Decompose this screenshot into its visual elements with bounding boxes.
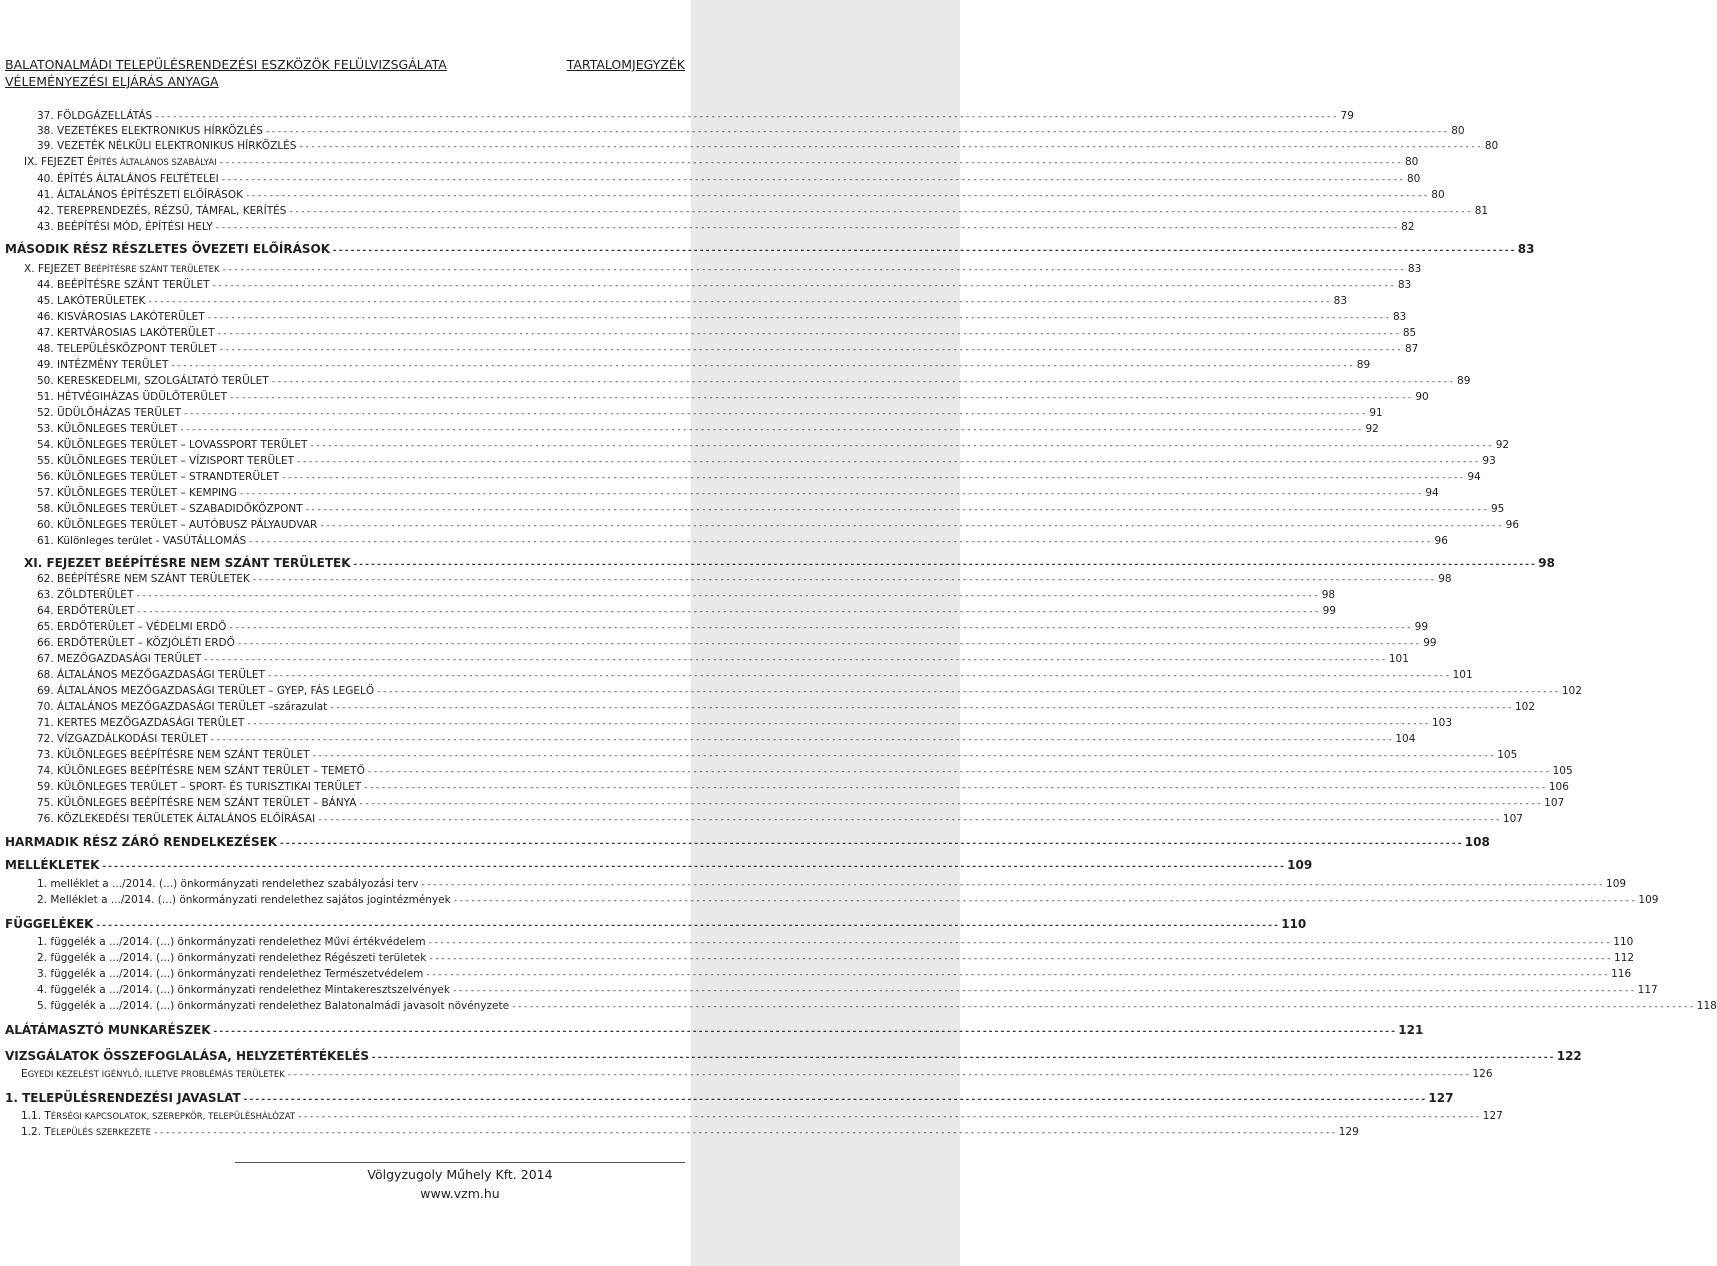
toc-entry-label-smallcaps: ELEPÜLÉS SZERKEZETE bbox=[50, 1128, 152, 1138]
toc-page-number: 82 bbox=[1401, 221, 1415, 233]
toc-entry[interactable] bbox=[5, 139, 1499, 153]
toc-dot-leader: -------------------------------------------------------------------------------------------------------------------------------------------------------------------------------------------------------- bbox=[154, 112, 1338, 122]
toc-entry-label: 4. függelék a .../2014. (...) önkormányzati rendelethez Mintakeresztszelvények bbox=[37, 984, 450, 996]
toc-page-number: 109 bbox=[1638, 894, 1659, 906]
toc-dot-leader: -------------------------------------------------------------------------------------------------------------------------------------------------------------------------------------------------------- bbox=[511, 1002, 1695, 1012]
toc-dot-leader: -------------------------------------------------------------------------------------------------------------------------------------------------------------------------------------------------------- bbox=[311, 751, 1496, 761]
toc-page-number: 99 bbox=[1322, 605, 1336, 617]
toc-dot-leader: -------------------------------------------------------------------------------------------------------------------------------------------------------------------------------------------------------- bbox=[244, 191, 1429, 201]
toc-entry-label: 56. KÜLÖNLEGES TERÜLET – STRANDTERÜLET bbox=[37, 471, 280, 483]
toc-dot-leader: -------------------------------------------------------------------------------------------------------------------------------------------------------------------------------------------------------- bbox=[264, 127, 1449, 137]
toc-entry-label: 66. ERDŐTERÜLET – KÖZJÓLÉTI ERDŐ bbox=[37, 637, 235, 649]
toc-entry[interactable] bbox=[5, 620, 1429, 634]
toc-entry-label: 2. Melléklet a .../2014. (...) önkormányzati rendelethez sajátos jogintézmények bbox=[37, 894, 451, 906]
toc-entry[interactable] bbox=[5, 999, 1717, 1013]
toc-entry-label: 67. MEZŐGAZDASÁGI TERÜLET bbox=[37, 653, 202, 665]
toc-dot-leader: -------------------------------------------------------------------------------------------------------------------------------------------------------------------------------------------------------- bbox=[366, 767, 1551, 777]
toc-entry-label: 38. VEZETÉKES ELEKTRONIKUS HÍRKÖZLÉS bbox=[37, 125, 263, 137]
toc-entry-label bbox=[5, 1125, 151, 1140]
toc-entry-label: 62. BEÉPÍTÉSRE NEM SZÁNT TERÜLETEK bbox=[37, 573, 250, 585]
toc-entry-label: 76. KÖZLEKEDÉSI TERÜLETEK ÁLTALÁNOS ELŐÍRÁSAI bbox=[37, 813, 316, 825]
footer-company: Völgyzugoly Műhely Kft. 2014 bbox=[367, 1167, 553, 1182]
toc-dot-leader: -------------------------------------------------------------------------------------------------------------------------------------------------------------------------------------------------------- bbox=[304, 505, 1489, 515]
toc-entry-label-main: IX. FEJEZET É bbox=[24, 156, 94, 168]
toc-entry[interactable] bbox=[5, 326, 1417, 340]
toc-entry[interactable] bbox=[5, 278, 1412, 292]
toc-entry[interactable] bbox=[5, 652, 1409, 666]
toc-dot-leader: -------------------------------------------------------------------------------------------------------------------------------------------------------------------------------------------------------- bbox=[420, 880, 1605, 890]
toc-entry[interactable] bbox=[5, 935, 1634, 949]
toc-entry[interactable] bbox=[5, 262, 1422, 276]
toc-dot-leader: -------------------------------------------------------------------------------------------------------------------------------------------------------------------------------------------------------- bbox=[236, 639, 1421, 649]
toc-entry-label: 52. ÜDÜLŐHÁZAS TERÜLET bbox=[37, 407, 181, 419]
toc-dot-leader: -------------------------------------------------------------------------------------------------------------------------------------------------------------------------------------------------------- bbox=[298, 142, 1483, 152]
toc-page-number: 89 bbox=[1457, 375, 1471, 387]
toc-dot-leader: -------------------------------------------------------------------------------------------------------------------------------------------------------------------------------------------------------- bbox=[451, 986, 1636, 996]
toc-dot-leader: -------------------------------------------------------------------------------------------------------------------------------------------------------------------------------------------------------- bbox=[153, 1128, 1337, 1138]
toc-page-number: 126 bbox=[1472, 1068, 1493, 1080]
toc-dot-leader: -------------------------------------------------------------------------------------------------------------------------------------------------------------------------------------------------------- bbox=[332, 246, 1516, 256]
toc-dot-leader: -------------------------------------------------------------------------------------------------------------------------------------------------------------------------------------------------------- bbox=[281, 473, 1465, 483]
toc-dot-leader: -------------------------------------------------------------------------------------------------------------------------------------------------------------------------------------------------------- bbox=[179, 425, 1363, 435]
toc-entry-label: 51. HÉTVÉGIHÁZAS ÜDÜLŐTERÜLET bbox=[37, 391, 227, 403]
toc-entry-label: 46. KISVÁROSIAS LAKÓTERÜLET bbox=[37, 311, 205, 323]
toc-page-number: 92 bbox=[1365, 423, 1379, 435]
toc-dot-leader: -------------------------------------------------------------------------------------------------------------------------------------------------------------------------------------------------------- bbox=[239, 489, 1423, 499]
toc-page-number: 98 bbox=[1321, 589, 1336, 601]
toc-dot-leader: -------------------------------------------------------------------------------------------------------------------------------------------------------------------------------------------------------- bbox=[279, 839, 1463, 849]
toc-entry[interactable] bbox=[5, 604, 1336, 618]
toc-dot-leader: -------------------------------------------------------------------------------------------------------------------------------------------------------------------------------------------------------- bbox=[206, 313, 1391, 323]
toc-entry[interactable] bbox=[5, 294, 1348, 308]
toc-entry[interactable] bbox=[5, 454, 1496, 468]
toc-entry[interactable] bbox=[5, 374, 1471, 388]
toc-dot-leader: -------------------------------------------------------------------------------------------------------------------------------------------------------------------------------------------------------- bbox=[209, 735, 1394, 745]
footer-divider bbox=[235, 1162, 685, 1163]
toc-page-number: 103 bbox=[1431, 717, 1452, 729]
toc-entry-label: 65. ERDŐTERÜLET – VÉDELMI ERDŐ bbox=[37, 621, 227, 633]
toc-entry-label: MELLÉKLETEK bbox=[5, 858, 100, 872]
toc-entry[interactable] bbox=[5, 1090, 1454, 1106]
toc-dot-leader: -------------------------------------------------------------------------------------------------------------------------------------------------------------------------------------------------------- bbox=[427, 938, 1612, 948]
toc-entry-label-smallcaps: ÉRSÉGI KAPCSOLATOK, SZEREPKÖR, TELEPÜLÉSHÁLÓZAT bbox=[50, 1112, 296, 1122]
toc-entry-label-smallcaps: EÉPÍTÉSRE SZÁNT TERÜLETEK bbox=[91, 265, 220, 275]
toc-page-number: 104 bbox=[1395, 733, 1416, 745]
toc-entry[interactable] bbox=[5, 204, 1489, 218]
toc-entry-label-main: X. FEJEZET B bbox=[24, 263, 92, 275]
toc-entry[interactable] bbox=[5, 636, 1437, 650]
toc-page-number: 83 bbox=[1407, 263, 1422, 275]
toc-page-number: 93 bbox=[1482, 455, 1496, 467]
toc-dot-leader: -------------------------------------------------------------------------------------------------------------------------------------------------------------------------------------------------------- bbox=[266, 671, 1451, 681]
toc-entry[interactable] bbox=[5, 555, 1555, 571]
toc-dot-leader: -------------------------------------------------------------------------------------------------------------------------------------------------------------------------------------------------------- bbox=[183, 409, 1367, 419]
toc-dot-leader: -------------------------------------------------------------------------------------------------------------------------------------------------------------------------------------------------------- bbox=[317, 815, 1501, 825]
toc-entry-label: 71. KERTES MEZŐGAZDASÁGI TERÜLET bbox=[37, 717, 245, 729]
toc-entry-label-smallcaps: GYEDI KEZELÉST IGÉNYLŐ, ILLETVE PROBLÉMÁS TERÜLETEK bbox=[27, 1070, 285, 1080]
toc-entry[interactable] bbox=[5, 668, 1473, 682]
toc-dot-leader: -------------------------------------------------------------------------------------------------------------------------------------------------------------------------------------------------------- bbox=[242, 1095, 1427, 1105]
toc-entry-label: 47. KERTVÁROSIAS LAKÓTERÜLET bbox=[37, 327, 215, 339]
toc-entry-label-main: E bbox=[21, 1068, 28, 1080]
toc-dot-leader: -------------------------------------------------------------------------------------------------------------------------------------------------------------------------------------------------------- bbox=[288, 207, 1473, 217]
toc-entry-label: 50. KERESKEDELMI, SZOLGÁLTATÓ TERÜLET bbox=[37, 375, 269, 387]
toc-entry-label: 3. függelék a .../2014. (...) önkormányzati rendelethez Természetvédelem bbox=[37, 968, 424, 980]
toc-entry[interactable] bbox=[5, 220, 1415, 234]
toc-entry-label: 72. VÍZGAZDÁLKODÁSI TERÜLET bbox=[37, 733, 208, 745]
toc-page-number: 117 bbox=[1637, 984, 1658, 996]
toc-dot-leader: -------------------------------------------------------------------------------------------------------------------------------------------------------------------------------------------------------- bbox=[248, 537, 1432, 547]
toc-dot-leader: -------------------------------------------------------------------------------------------------------------------------------------------------------------------------------------------------------- bbox=[371, 1053, 1555, 1063]
toc-dot-leader: -------------------------------------------------------------------------------------------------------------------------------------------------------------------------------------------------------- bbox=[220, 175, 1405, 185]
toc-page-number: 112 bbox=[1614, 952, 1635, 964]
toc-entry-label: 69. ÁLTALÁNOS MEZŐGAZDASÁGI TERÜLET – GYEP, FÁS LEGELŐ bbox=[37, 685, 375, 697]
toc-page-number: 105 bbox=[1552, 765, 1573, 777]
toc-page-number: 101 bbox=[1452, 669, 1473, 681]
toc-dot-leader: -------------------------------------------------------------------------------------------------------------------------------------------------------------------------------------------------------- bbox=[216, 329, 1401, 339]
toc-dot-leader: -------------------------------------------------------------------------------------------------------------------------------------------------------------------------------------------------------- bbox=[428, 954, 1613, 964]
toc-page-number: 122 bbox=[1556, 1049, 1582, 1063]
toc-dot-leader: -------------------------------------------------------------------------------------------------------------------------------------------------------------------------------------------------------- bbox=[136, 607, 1320, 617]
toc-dot-leader: -------------------------------------------------------------------------------------------------------------------------------------------------------------------------------------------------------- bbox=[218, 345, 1403, 355]
toc-dot-leader: -------------------------------------------------------------------------------------------------------------------------------------------------------------------------------------------------------- bbox=[170, 361, 1355, 371]
toc-entry-label: 53. KÜLÖNLEGES TERÜLET bbox=[37, 423, 178, 435]
toc-entry-label: 58. KÜLÖNLEGES TERÜLET – SZABADIDŐKÖZPONT bbox=[37, 503, 303, 515]
toc-entry[interactable] bbox=[5, 390, 1429, 404]
toc-entry[interactable] bbox=[5, 983, 1658, 997]
toc-page-number: 107 bbox=[1502, 813, 1523, 825]
toc-dot-leader: -------------------------------------------------------------------------------------------------------------------------------------------------------------------------------------------------------- bbox=[286, 1070, 1471, 1080]
toc-entry-label: 74. KÜLÖNLEGES BEÉPÍTÉSRE NEM SZÁNT TERÜLET – TEMETŐ bbox=[37, 765, 365, 777]
toc-entry[interactable] bbox=[5, 877, 1627, 891]
toc-entry-label: 68. ÁLTALÁNOS MEZŐGAZDASÁGI TERÜLET bbox=[37, 669, 265, 681]
toc-entry[interactable] bbox=[5, 834, 1490, 850]
header-title bbox=[5, 56, 447, 90]
toc-dot-leader: -------------------------------------------------------------------------------------------------------------------------------------------------------------------------------------------------------- bbox=[246, 719, 1430, 729]
toc-page-number: 81 bbox=[1474, 205, 1489, 217]
toc-entry[interactable] bbox=[5, 172, 1421, 186]
toc-entry[interactable] bbox=[5, 572, 1452, 586]
toc-entry[interactable] bbox=[5, 700, 1536, 714]
toc-entry[interactable] bbox=[5, 732, 1416, 746]
toc-entry-label: 75. KÜLÖNLEGES BEÉPÍTÉSRE NEM SZÁNT TERÜLET – BÁNYA bbox=[37, 797, 357, 809]
toc-entry-label: 63. ZÖLDTERÜLET bbox=[37, 589, 134, 601]
toc-entry-label: 37. FÖLDGÁZELLÁTÁS bbox=[37, 110, 153, 122]
toc-entry-label bbox=[5, 1067, 285, 1082]
toc-page-number: 107 bbox=[1544, 797, 1565, 809]
toc-page-number: 99 bbox=[1414, 621, 1429, 633]
toc-entry[interactable] bbox=[5, 358, 1371, 372]
toc-dot-leader: -------------------------------------------------------------------------------------------------------------------------------------------------------------------------------------------------------- bbox=[425, 970, 1610, 980]
toc-page-number: 110 bbox=[1281, 917, 1307, 931]
toc-page-number: 79 bbox=[1340, 110, 1354, 122]
toc-dot-leader: -------------------------------------------------------------------------------------------------------------------------------------------------------------------------------------------------------- bbox=[376, 687, 1560, 697]
header-section-name: TARTALOMJEGYZÉK bbox=[566, 57, 685, 72]
toc-page-number: 108 bbox=[1464, 835, 1490, 849]
toc-entry-label-main: 1.2. T bbox=[21, 1126, 51, 1138]
toc-dot-leader: -------------------------------------------------------------------------------------------------------------------------------------------------------------------------------------------------------- bbox=[218, 158, 1403, 168]
toc-page-number: 83 bbox=[1333, 295, 1348, 307]
toc-entry[interactable] bbox=[5, 241, 1535, 257]
toc-entry[interactable] bbox=[5, 109, 1354, 123]
toc-entry-label: 57. KÜLÖNLEGES TERÜLET – KEMPING bbox=[37, 487, 238, 499]
toc-entry-label: 41. ÁLTALÁNOS ÉPÍTÉSZETI ELŐÍRÁSOK bbox=[37, 189, 243, 201]
toc-dot-leader: -------------------------------------------------------------------------------------------------------------------------------------------------------------------------------------------------------- bbox=[251, 575, 1436, 585]
toc-entry-label: 45. LAKÓTERÜLETEK bbox=[37, 295, 146, 307]
header-title-line2: VÉLEMÉNYEZÉSI ELJÁRÁS ANYAGA bbox=[5, 74, 219, 89]
toc-entry-label bbox=[5, 155, 217, 170]
toc-entry-label: 48. TELEPÜLÉSKÖZPONT TERÜLET bbox=[37, 343, 217, 355]
toc-entry[interactable] bbox=[5, 310, 1407, 324]
toc-entry-label-main: 1.1. T bbox=[21, 1110, 51, 1122]
toc-entry[interactable] bbox=[5, 502, 1505, 516]
toc-entry-label: 54. KÜLÖNLEGES TERÜLET – LOVASSPORT TERÜLET bbox=[37, 439, 308, 451]
toc-page-number: 80 bbox=[1451, 125, 1465, 137]
toc-dot-leader: -------------------------------------------------------------------------------------------------------------------------------------------------------------------------------------------------------- bbox=[214, 223, 1399, 233]
header-title-line1: BALATONALMÁDI TELEPÜLÉSRENDEZÉSI ESZKÖZÖK FELÜLVIZSGÁLATA bbox=[5, 57, 447, 72]
toc-page-number: 94 bbox=[1467, 471, 1481, 483]
toc-entry[interactable] bbox=[5, 916, 1307, 932]
toc-entry[interactable] bbox=[5, 780, 1569, 794]
toc-entry-label: 39. VEZETÉK NÉLKÜLI ELEKTRONIKUS HÍRKÖZLÉS bbox=[37, 140, 297, 152]
toc-entry-label: 43. BEÉPÍTÉSI MÓD, ÉPÍTÉSI HELY bbox=[37, 221, 213, 233]
toc-entry-label: 61. Különleges terület - VASÚTÁLLOMÁS bbox=[37, 535, 247, 547]
toc-entry[interactable] bbox=[5, 684, 1582, 698]
toc-page-number: 98 bbox=[1538, 556, 1555, 570]
toc-dot-leader: -------------------------------------------------------------------------------------------------------------------------------------------------------------------------------------------------------- bbox=[319, 521, 1504, 531]
footer-website[interactable]: www.vzm.hu bbox=[420, 1186, 500, 1201]
toc-entry[interactable] bbox=[5, 534, 1448, 548]
toc-page-number: 102 bbox=[1561, 685, 1582, 697]
toc-entry-label: 60. KÜLÖNLEGES TERÜLET – AUTÓBUSZ PÁLYAUDVAR bbox=[37, 519, 318, 531]
toc-entry[interactable] bbox=[5, 155, 1419, 169]
toc-entry-label: MÁSODIK RÉSZ RÉSZLETES ÖVEZETI ELŐÍRÁSOK bbox=[5, 242, 331, 256]
toc-entry[interactable] bbox=[5, 1022, 1424, 1038]
toc-page-number: 109 bbox=[1287, 858, 1313, 872]
toc-entry[interactable] bbox=[5, 951, 1635, 965]
toc-page-number: 99 bbox=[1423, 637, 1437, 649]
toc-entry-label-smallcaps: PÍTÉS ÁLTALÁNOS SZABÁLYAI bbox=[93, 158, 217, 168]
toc-entry[interactable] bbox=[5, 748, 1518, 762]
toc-entry-label: VIZSGÁLATOK ÖSSZEFOGLALÁSA, HELYZETÉRTÉKELÉS bbox=[5, 1049, 370, 1063]
toc-dot-leader: -------------------------------------------------------------------------------------------------------------------------------------------------------------------------------------------------------- bbox=[203, 655, 1387, 665]
toc-page-number: 127 bbox=[1482, 1110, 1503, 1122]
toc-entry-label: XI. FEJEZET BEÉPÍTÉSRE NEM SZÁNT TERÜLETEK bbox=[24, 556, 351, 570]
toc-entry[interactable] bbox=[5, 812, 1523, 826]
toc-entry[interactable] bbox=[5, 764, 1573, 778]
toc-dot-leader: -------------------------------------------------------------------------------------------------------------------------------------------------------------------------------------------------------- bbox=[452, 896, 1637, 906]
toc-page-number: 118 bbox=[1696, 1000, 1717, 1012]
toc-entry[interactable] bbox=[5, 857, 1313, 873]
toc-page-number: 80 bbox=[1484, 140, 1499, 152]
toc-page-number: 109 bbox=[1606, 878, 1627, 890]
toc-entry-label: 59. KÜLÖNLEGES TERÜLET – SPORT- ÉS TURISZTIKAI TERÜLET bbox=[37, 781, 362, 793]
toc-entry[interactable] bbox=[5, 1109, 1503, 1123]
toc-entry-label bbox=[5, 1109, 295, 1124]
toc-page-number: 105 bbox=[1497, 749, 1518, 761]
toc-page-number: 94 bbox=[1425, 487, 1439, 499]
toc-dot-leader: -------------------------------------------------------------------------------------------------------------------------------------------------------------------------------------------------------- bbox=[147, 297, 1332, 307]
toc-entry-label: 40. ÉPÍTÉS ÁLTALÁNOS FELTÉTELEI bbox=[37, 173, 219, 185]
toc-page-number: 129 bbox=[1338, 1126, 1359, 1138]
toc-page-number: 95 bbox=[1490, 503, 1505, 515]
toc-entry[interactable] bbox=[5, 716, 1452, 730]
toc-page-number: 96 bbox=[1505, 519, 1520, 531]
toc-page-number: 98 bbox=[1438, 573, 1452, 585]
toc-page-number: 87 bbox=[1404, 343, 1419, 355]
toc-entry[interactable] bbox=[5, 967, 1632, 981]
toc-entry-label: 5. függelék a .../2014. (...) önkormányzati rendelethez Balatonalmádi javasolt növényzete bbox=[37, 1000, 510, 1012]
toc-page-number: 96 bbox=[1434, 535, 1448, 547]
toc-dot-leader: -------------------------------------------------------------------------------------------------------------------------------------------------------------------------------------------------------- bbox=[95, 921, 1280, 931]
toc-entry[interactable] bbox=[5, 588, 1336, 602]
toc-page-number: 101 bbox=[1388, 653, 1409, 665]
toc-entry[interactable] bbox=[5, 188, 1445, 202]
toc-dot-leader: -------------------------------------------------------------------------------------------------------------------------------------------------------------------------------------------------------- bbox=[297, 1112, 1481, 1122]
toc-dot-leader: -------------------------------------------------------------------------------------------------------------------------------------------------------------------------------------------------------- bbox=[228, 393, 1413, 403]
toc-dot-leader: -------------------------------------------------------------------------------------------------------------------------------------------------------------------------------------------------------- bbox=[228, 623, 1413, 633]
toc-dot-leader: -------------------------------------------------------------------------------------------------------------------------------------------------------------------------------------------------------- bbox=[363, 783, 1547, 793]
toc-entry[interactable] bbox=[5, 342, 1419, 356]
toc-entry[interactable] bbox=[5, 406, 1383, 420]
toc-page-number: 121 bbox=[1398, 1023, 1424, 1037]
toc-entry[interactable] bbox=[5, 893, 1659, 907]
toc-dot-leader: -------------------------------------------------------------------------------------------------------------------------------------------------------------------------------------------------------- bbox=[296, 457, 1480, 467]
toc-entry[interactable] bbox=[5, 1067, 1493, 1081]
toc-entry-label bbox=[5, 262, 220, 277]
toc-entry-label: 1. melléklet a .../2014. (...) önkormányzati rendelethez szabályozási terv bbox=[37, 878, 419, 890]
toc-entry-label: 44. BEÉPÍTÉSRE SZÁNT TERÜLET bbox=[37, 279, 210, 291]
toc-page-number: 106 bbox=[1548, 781, 1569, 793]
toc-entry-label: 73. KÜLÖNLEGES BEÉPÍTÉSRE NEM SZÁNT TERÜLET bbox=[37, 749, 310, 761]
toc-entry-label: HARMADIK RÉSZ ZÁRÓ RENDELKEZÉSEK bbox=[5, 835, 278, 849]
toc-page-number: 102 bbox=[1515, 701, 1536, 713]
toc-page-number: 110 bbox=[1613, 936, 1634, 948]
toc-dot-leader: -------------------------------------------------------------------------------------------------------------------------------------------------------------------------------------------------------- bbox=[212, 1027, 1397, 1037]
toc-entry[interactable] bbox=[5, 438, 1510, 452]
toc-entry-label: 42. TEREPRENDEZÉS, RÉZSŰ, TÁMFAL, KERÍTÉS bbox=[37, 205, 287, 217]
toc-page-number: 80 bbox=[1431, 189, 1445, 201]
toc-dot-leader: -------------------------------------------------------------------------------------------------------------------------------------------------------------------------------------------------------- bbox=[352, 560, 1537, 570]
toc-page-number: 91 bbox=[1369, 407, 1383, 419]
toc-dot-leader: -------------------------------------------------------------------------------------------------------------------------------------------------------------------------------------------------------- bbox=[358, 799, 1543, 809]
toc-page-number: 83 bbox=[1393, 311, 1407, 323]
toc-entry[interactable] bbox=[5, 1125, 1359, 1139]
toc-entry-label: 55. KÜLÖNLEGES TERÜLET – VÍZISPORT TERÜLET bbox=[37, 455, 295, 467]
toc-page-number: 85 bbox=[1402, 327, 1417, 339]
toc-entry-label: 2. függelék a .../2014. (...) önkormányzati rendelethez Régészeti területek bbox=[37, 952, 427, 964]
toc-page-number: 92 bbox=[1495, 439, 1510, 451]
toc-dot-leader: -------------------------------------------------------------------------------------------------------------------------------------------------------------------------------------------------------- bbox=[309, 441, 1494, 451]
toc-entry[interactable] bbox=[5, 796, 1565, 810]
toc-entry-label: ALÁTÁMASZTÓ MUNKARÉSZEK bbox=[5, 1023, 211, 1037]
toc-entry-label: 1. függelék a .../2014. (...) önkormányzati rendelethez Művi értékvédelem bbox=[37, 936, 426, 948]
toc-dot-leader: -------------------------------------------------------------------------------------------------------------------------------------------------------------------------------------------------------- bbox=[135, 591, 1320, 601]
toc-entry[interactable] bbox=[5, 1048, 1582, 1064]
toc-page-number: 116 bbox=[1611, 968, 1632, 980]
toc-page-number: 83 bbox=[1517, 242, 1535, 256]
toc-page-number: 89 bbox=[1356, 359, 1371, 371]
toc-entry-label: 70. ÁLTALÁNOS MEZŐGAZDASÁGI TERÜLET –szárazulat bbox=[37, 701, 328, 713]
toc-entry[interactable] bbox=[5, 470, 1481, 484]
toc-entry[interactable] bbox=[5, 124, 1465, 138]
toc-page-number: 83 bbox=[1397, 279, 1412, 291]
toc-dot-leader: -------------------------------------------------------------------------------------------------------------------------------------------------------------------------------------------------------- bbox=[211, 281, 1396, 291]
toc-entry-label: FÜGGELÉKEK bbox=[5, 917, 94, 931]
toc-dot-leader: -------------------------------------------------------------------------------------------------------------------------------------------------------------------------------------------------------- bbox=[101, 862, 1286, 872]
toc-dot-leader: -------------------------------------------------------------------------------------------------------------------------------------------------------------------------------------------------------- bbox=[221, 265, 1406, 275]
toc-entry-label: 49. INTÉZMÉNY TERÜLET bbox=[37, 359, 169, 371]
toc-entry[interactable] bbox=[5, 518, 1520, 532]
toc-entry[interactable] bbox=[5, 486, 1439, 500]
toc-page-number: 127 bbox=[1428, 1091, 1454, 1105]
toc-entry-label: 64. ERDŐTERÜLET bbox=[37, 605, 135, 617]
toc-page-number: 80 bbox=[1404, 156, 1419, 168]
toc-entry-label: 1. TELEPÜLÉSRENDEZÉSI JAVASLAT bbox=[5, 1091, 241, 1105]
toc-dot-leader: -------------------------------------------------------------------------------------------------------------------------------------------------------------------------------------------------------- bbox=[329, 703, 1513, 713]
toc-page-number: 80 bbox=[1407, 173, 1421, 185]
toc-dot-leader: -------------------------------------------------------------------------------------------------------------------------------------------------------------------------------------------------------- bbox=[270, 377, 1455, 387]
toc-page-number: 90 bbox=[1415, 391, 1429, 403]
toc-entry[interactable] bbox=[5, 422, 1379, 436]
